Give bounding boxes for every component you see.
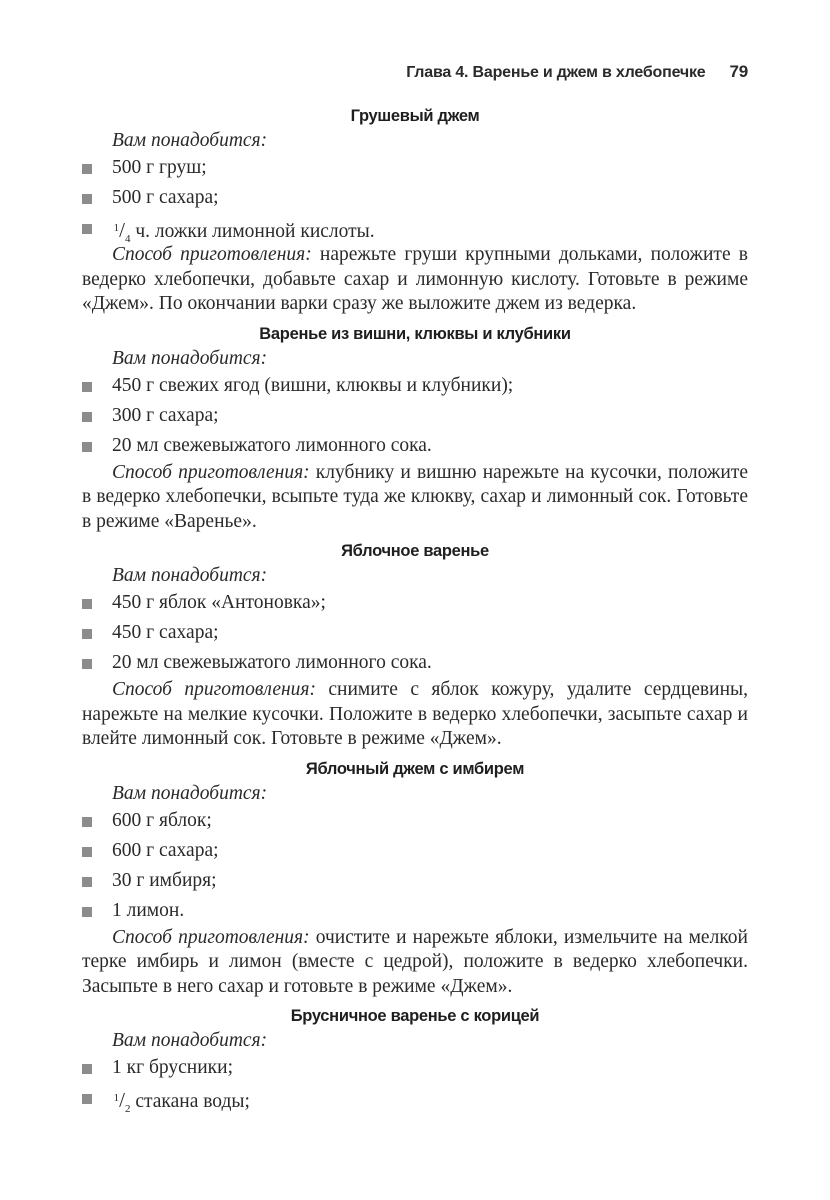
method-paragraph: Способ приготовления: клубнику и вишню нарежьте на кусочки, положите в ведерко хлебопечки, всыпьте туда же клюкву, сахар и лимонный сок. Готовьте в режиме «Варенье».	[82, 461, 748, 532]
square-bullet-icon	[82, 412, 92, 422]
recipe-title: Грушевый джем	[350, 107, 480, 125]
square-bullet-icon	[82, 1064, 92, 1074]
ingredient-item: 1 лимон.	[82, 896, 748, 926]
ingredient-list	[82, 588, 748, 678]
method-paragraph: Способ приготовления: нарежьте груши крупными дольками, положите в ведерко хлебопечки, добавьте сахар и лимонную кислоту. Готовьте в режиме «Джем». По окончании варки сразу же выложите джем из ведерка.	[82, 244, 748, 314]
ingredient-item: 600 г сахара;	[82, 836, 748, 866]
square-bullet-icon	[82, 817, 92, 827]
ingredient-item: 500 г груш;	[82, 153, 748, 183]
recipe-pear-jam	[82, 103, 748, 321]
method-label: Способ приготовления:	[112, 679, 316, 700]
square-bullet-icon	[82, 847, 92, 857]
recipe-title: Яблочный джем с имбирем	[305, 759, 525, 778]
recipe-title: Яблочное варенье	[341, 542, 489, 560]
page-number: 79	[729, 62, 748, 81]
square-bullet-icon	[82, 877, 92, 887]
ingredient-item: 20 мл свежевыжатого лимонного сока.	[82, 431, 748, 461]
ingredient-item: 1 кг брусники;	[82, 1053, 748, 1083]
method-label: Способ приготовления:	[112, 461, 310, 483]
ingredients-label: Вам понадобится:	[112, 1030, 268, 1051]
page-content	[82, 103, 748, 1113]
square-bullet-icon	[82, 194, 92, 204]
square-bullet-icon	[82, 164, 92, 174]
ingredient-item: 450 г свежих ягод (вишни, клюквы и клубники);	[82, 371, 748, 401]
ingredients-label: Вам понадобится:	[112, 347, 268, 369]
method-paragraph: Способ приготовления: очистите и нарежьте яблоки, измельчите на мелкой терке имбирь и лимон (вместе с цедрой), положите в ведерко хлебопечки. Засыпьте в него сахар и готовьте в режиме «Джем».	[82, 926, 748, 997]
ingredients-label: Вам понадобится:	[112, 130, 268, 151]
recipe-cherry-cranberry-strawberry	[82, 321, 748, 539]
ingredient-item: $^1/_2$ стакана воды;	[82, 1083, 748, 1113]
ingredient-list	[82, 153, 748, 243]
square-bullet-icon	[82, 224, 92, 234]
recipe-lingonberry-cinnamon	[82, 1003, 748, 1113]
ingredient-item: 300 г сахара;	[82, 401, 748, 431]
square-bullet-icon	[82, 907, 92, 917]
fraction: $^1/_2$	[113, 1088, 131, 1115]
square-bullet-icon	[82, 1094, 92, 1104]
recipe-title: Брусничное варенье с корицей	[290, 1007, 540, 1025]
fraction: $^1/_4$	[113, 218, 131, 245]
ingredient-item: $^1/_4$ ч. ложки лимонной кислоты.	[82, 213, 748, 243]
square-bullet-icon	[82, 382, 92, 392]
square-bullet-icon	[82, 629, 92, 639]
ingredient-item: 600 г яблок;	[82, 806, 748, 836]
chapter-title: Глава 4. Варенье и джем в хлебопечке	[406, 64, 706, 81]
ingredient-item: 20 мл свежевыжатого лимонного сока.	[82, 648, 748, 678]
ingredients-label: Вам понадобится:	[112, 782, 268, 804]
ingredient-item: 450 г сахара;	[82, 618, 748, 648]
recipe-apple-ginger-jam	[82, 756, 748, 1004]
method-paragraph: Способ приготовления: снимите с яблок кожуру, удалите сердцевины, нарежьте на мелкие кусочки. Положите в ведерко хлебопечки, засыпьте сахар и влейте лимонный сок. Готовьте в режиме «Джем».	[82, 679, 748, 749]
ingredients-label: Вам понадобится:	[112, 565, 268, 586]
ingredient-item: 450 г яблок «Антоновка»;	[82, 588, 748, 618]
recipe-title: Варенье из вишни, клюквы и клубники	[259, 324, 571, 343]
ingredient-item: 500 г сахара;	[82, 183, 748, 213]
ingredient-list	[82, 1053, 748, 1113]
square-bullet-icon	[82, 442, 92, 452]
running-header	[406, 62, 748, 82]
method-label: Способ приготовления:	[112, 926, 310, 948]
square-bullet-icon	[82, 599, 92, 609]
ingredient-list	[82, 806, 748, 926]
recipe-apple-preserve	[82, 538, 748, 756]
ingredient-list	[82, 371, 748, 461]
square-bullet-icon	[82, 659, 92, 669]
ingredient-item: 30 г имбиря;	[82, 866, 748, 896]
method-label: Способ приготовления:	[112, 244, 312, 265]
